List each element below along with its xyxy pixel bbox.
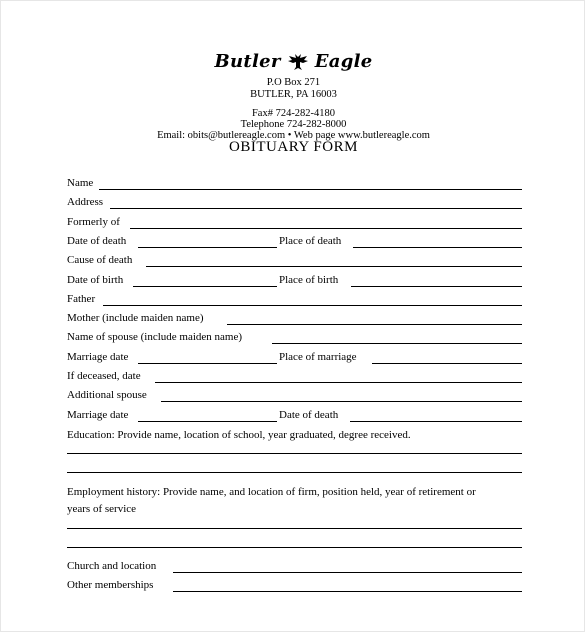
date-of-birth-field[interactable] [133,286,277,287]
memberships-label: Other memberships [67,579,154,591]
brand-logo [215,51,373,72]
birth-row [67,274,522,288]
spouse-label: Name of spouse (include maiden name) [67,331,243,343]
father-label: Father [67,293,96,305]
date-of-birth-label: Date of birth [67,274,124,286]
brand-left-text: Butler [214,51,281,72]
mother-label: Mother (include maiden name) [67,312,204,324]
brand-right-text: Eagle [314,51,373,72]
masthead [1,51,585,77]
cause-of-death-label: Cause of death [67,254,133,266]
place-of-marriage-field[interactable] [372,363,522,364]
fax-number: Fax# 724-282-4180 [251,108,336,119]
employment-line-2[interactable] [67,547,522,548]
telephone-number: Telephone 724-282-8000 [240,119,347,130]
date-of-death-2-field[interactable] [350,421,522,422]
if-deceased-field[interactable] [155,382,522,383]
marriage-row [67,351,522,365]
if-deceased-label: If deceased, date [67,370,141,382]
memberships-field[interactable] [173,591,522,592]
date-of-death-label: Date of death [67,235,127,247]
father-row [67,293,522,307]
address-row [67,196,522,210]
marriage-2-row [67,409,522,423]
mother-field[interactable] [227,324,522,325]
employment-line-1[interactable] [67,528,522,529]
name-row [67,177,522,191]
address-label: Address [67,196,104,208]
po-box: P.O Box 271 [266,77,321,88]
address-field[interactable] [110,208,522,209]
eagle-icon [287,53,309,71]
spouse-field[interactable] [272,343,522,344]
church-label: Church and location [67,560,157,572]
employment-label: Employment history: Provide name, and location of firm, position held, year of retirement or years of service [67,486,476,515]
education-label: Education: Provide name, location of school, year graduated, degree received. [67,429,411,441]
form-title: OBITUARY FORM [229,139,358,155]
additional-spouse-label: Additional spouse [67,389,147,401]
name-field[interactable] [99,189,522,190]
death-row [67,235,522,249]
church-row [67,560,522,574]
place-of-birth-field[interactable] [351,286,522,287]
place-of-death-field[interactable] [353,247,522,248]
mother-row [67,312,522,326]
formerly-of-row [67,216,522,230]
marriage-date-field[interactable] [138,363,277,364]
city-state-zip: BUTLER, PA 16003 [250,89,337,100]
date-of-death-2-label: Date of death [279,409,339,421]
place-of-birth-label: Place of birth [279,274,339,286]
church-field[interactable] [173,572,522,573]
spouse-row [67,331,522,345]
date-of-death-field[interactable] [138,247,277,248]
marriage-date-2-label: Marriage date [67,409,129,421]
marriage-date-label: Marriage date [67,351,129,363]
education-line-1[interactable] [67,453,522,454]
name-label: Name [67,177,94,189]
cause-of-death-field[interactable] [146,266,522,267]
cause-of-death-row [67,254,522,268]
additional-spouse-field[interactable] [161,401,522,402]
marriage-date-2-field[interactable] [138,421,277,422]
memberships-row [67,579,522,593]
education-line-2[interactable] [67,472,522,473]
formerly-of-label: Formerly of [67,216,120,228]
formerly-of-field[interactable] [130,228,522,229]
if-deceased-row [67,370,522,384]
contact-line: Email: obits@butlereagle.com • Web page www.butlereagle.com [157,130,430,141]
place-of-death-label: Place of death [279,235,342,247]
father-field[interactable] [103,305,522,306]
place-of-marriage-label: Place of marriage [279,351,357,363]
additional-spouse-row [67,389,522,403]
